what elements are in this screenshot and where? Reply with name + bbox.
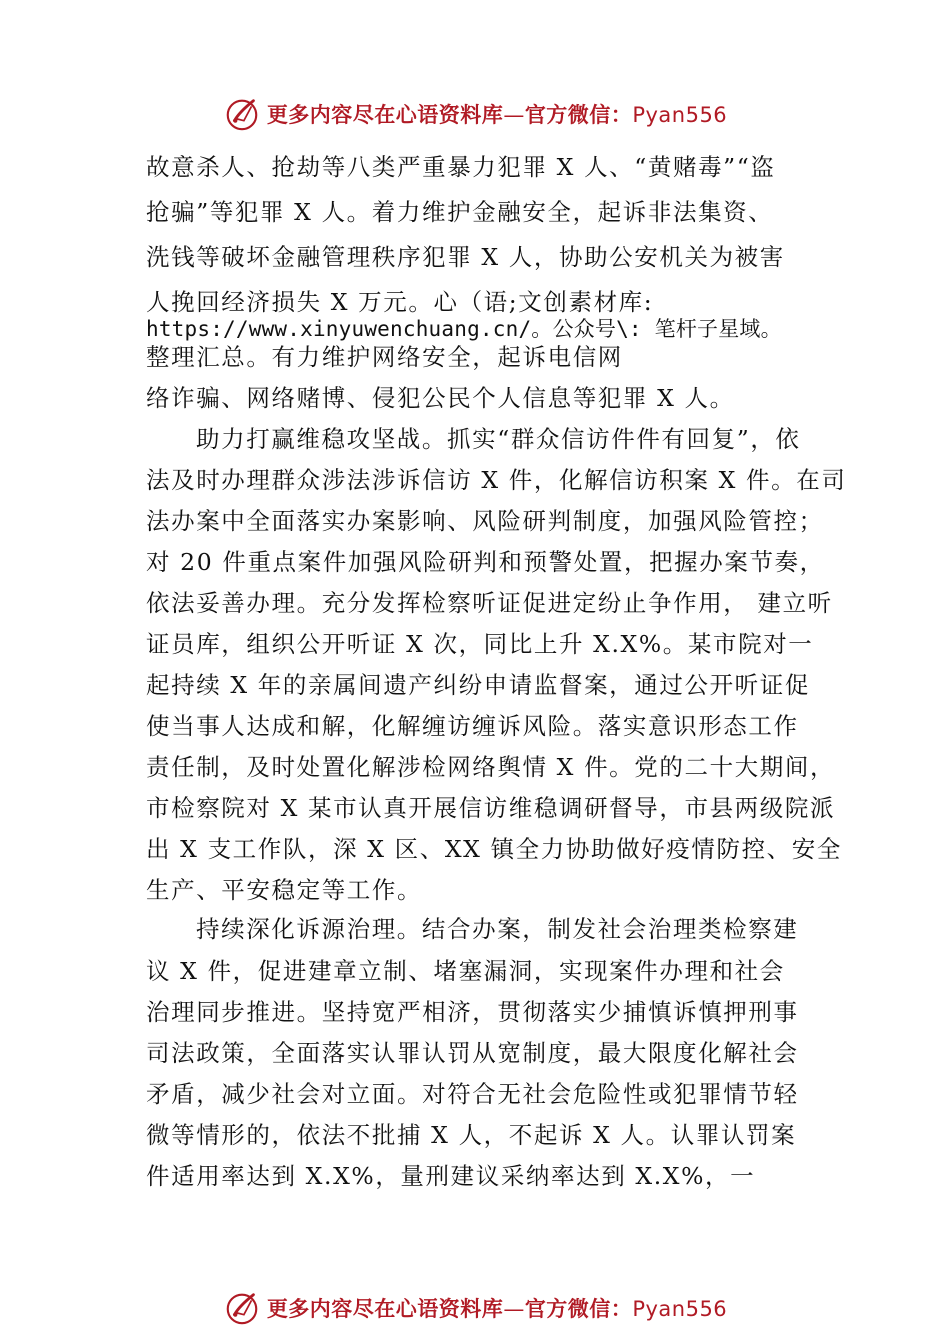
body-line: https://www.xinyuwenchuang.cn/。公众号\: 笔杆子星域。: [146, 317, 782, 341]
body-line: 使当事人达成和解，化解缠访缠诉风险。落实意识形态工作: [146, 712, 799, 740]
footer-banner: [0, 1286, 950, 1330]
body-line: 生产、平安稳定等工作。: [146, 876, 423, 904]
banner-brand: 更多内容尽在心语资料库: [266, 1297, 504, 1321]
body-line: 责任制，及时处置化解涉检网络舆情 X 件。党的二十大期间，: [146, 753, 836, 781]
body-line: 矛盾，减少社会对立面。对符合无社会危险性或犯罪情节轻: [146, 1080, 799, 1108]
banner-separator: —: [503, 1297, 525, 1321]
paragraph-heading-line: 助力打赢维稳攻坚战。抓实“群众信访件件有回复”，依: [196, 425, 801, 453]
banner-separator: —: [503, 103, 525, 127]
body-line: 络诈骗、网络赌博、侵犯公民个人信息等犯罪 X 人。: [146, 384, 735, 412]
body-line: 法办案中全面落实办案影响、风险研判制度，加强风险管控；: [146, 507, 824, 535]
body-line: 议 X 件，促进建章立制、堵塞漏洞，实现案件办理和社会: [146, 957, 785, 985]
body-line: 故意杀人、抢劫等八类严重暴力犯罪 X 人、“黄赌毒”“盗: [146, 153, 776, 181]
body-line: 整理汇总。有力维护网络安全，起诉电信网: [146, 343, 623, 371]
body-line: 件适用率达到 X.X%，量刑建议采纳率达到 X.X%，一: [146, 1162, 756, 1190]
banner-wechat-label: 官方微信：: [524, 1297, 633, 1321]
banner-brand: 更多内容尽在心语资料库: [266, 103, 504, 127]
body-line: 证员库，组织公开听证 X 次，同比上升 X.X%。某市院对一: [146, 630, 814, 658]
body-line: 抢骗”等犯罪 X 人。着力维护金融安全，起诉非法集资、: [146, 198, 774, 226]
banner-wechat-id: Pyan556: [632, 103, 728, 127]
body-line: 依法妥善办理。充分发挥检察听证促进定纷止争作用， 建立听: [146, 589, 833, 617]
body-line: 起持续 X 年的亲属间遗产纠纷申请监督案，通过公开听证促: [146, 671, 810, 699]
body-line: 司法政策，全面落实认罪认罚从宽制度，最大限度化解社会: [146, 1039, 799, 1067]
body-line: 对 20 件重点案件加强风险研判和预警处置，把握办案节奏，: [146, 548, 825, 576]
banner-text: [267, 99, 727, 129]
brand-logo-icon: [223, 95, 261, 133]
body-line: 治理同步推进。坚持宽严相济，贯彻落实少捕慎诉慎押刑事: [146, 998, 799, 1026]
header-banner: [0, 92, 950, 136]
banner-wechat-label: 官方微信：: [524, 103, 633, 127]
banner-wechat-id: Pyan556: [632, 1297, 728, 1321]
body-line: 人挽回经济损失 X 万元。心（语;文创素材库:: [146, 288, 654, 316]
body-line: 市检察院对 X 某市认真开展信访维稳调研督导，市县两级院派: [146, 794, 836, 822]
banner-text: [267, 1293, 727, 1323]
body-line: 法及时办理群众涉法涉诉信访 X 件，化解信访积案 X 件。在司: [146, 466, 847, 494]
paragraph-heading-line: 持续深化诉源治理。结合办案，制发社会治理类检察建: [196, 915, 799, 943]
body-line: 洗钱等破坏金融管理秩序犯罪 X 人，协助公安机关为被害: [146, 243, 785, 271]
body-line: 微等情形的，依法不批捕 X 人，不起诉 X 人。认罪认罚案: [146, 1121, 797, 1149]
body-line: 出 X 支工作队，深 X 区、XX 镇全力协助做好疫情防控、安全: [146, 835, 842, 863]
brand-logo-icon: [223, 1289, 261, 1327]
